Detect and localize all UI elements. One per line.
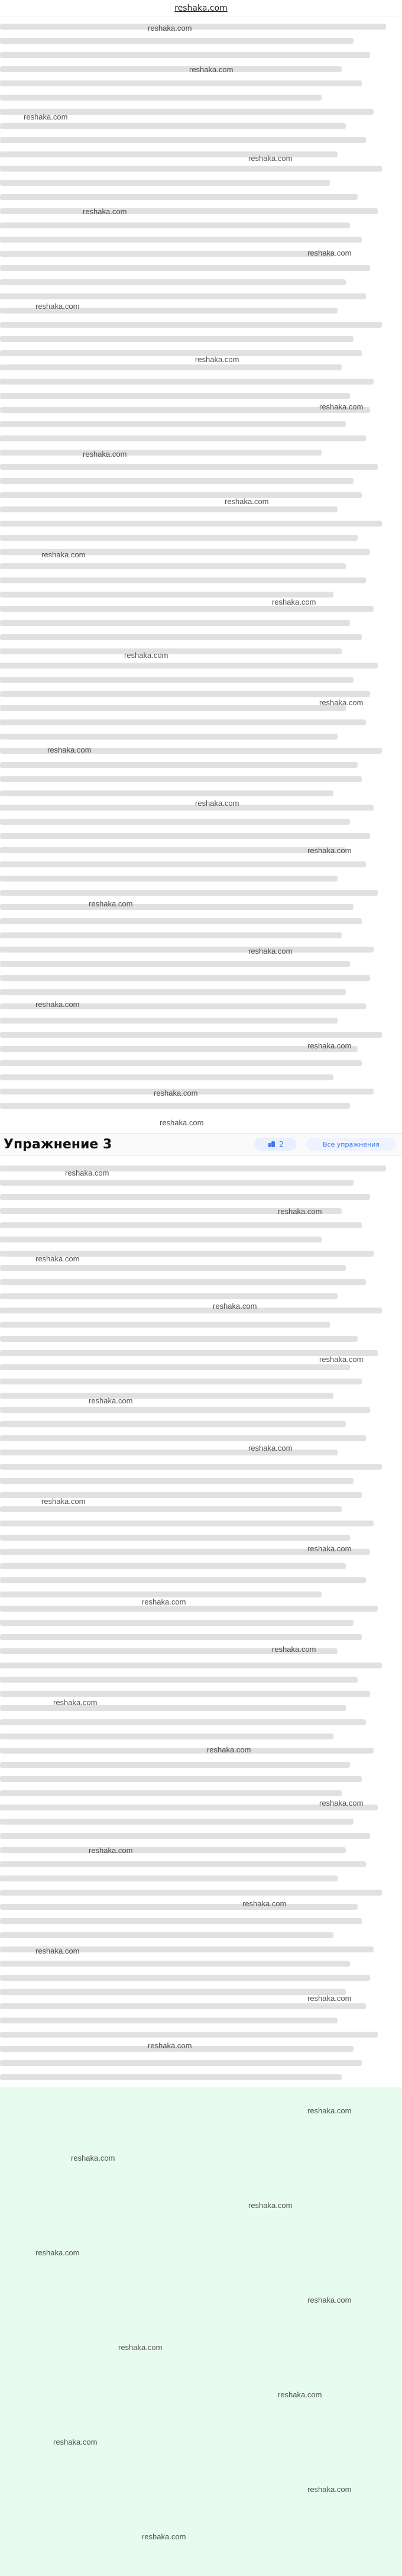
watermark: reshaka.com <box>35 1946 80 1955</box>
watermark: reshaka.com <box>248 947 293 955</box>
watermark: reshaka.com <box>83 207 127 216</box>
watermark: reshaka.com <box>307 1994 352 2003</box>
watermark: reshaka.com <box>24 112 68 121</box>
watermark: reshaka.com <box>307 2106 352 2115</box>
watermark: reshaka.com <box>41 1497 86 1506</box>
watermark: reshaka.com <box>319 402 364 411</box>
like-count: 2 <box>279 1140 284 1148</box>
watermark: reshaka.com <box>35 302 80 311</box>
watermark: reshaka.com <box>35 1000 80 1009</box>
watermark: reshaka.com <box>148 2041 192 2050</box>
watermark: reshaka.com <box>41 550 86 559</box>
watermark: reshaka.com <box>189 65 234 74</box>
site-link[interactable]: reshaka.com <box>174 4 228 13</box>
all-exercises-button[interactable]: Все упражнения <box>306 1138 396 1151</box>
watermark: reshaka.com <box>307 1041 352 1050</box>
exercise-bar <box>0 1133 402 1155</box>
watermark: reshaka.com <box>307 2296 352 2304</box>
watermark: reshaka.com <box>319 698 364 707</box>
exercise-title: Упражнение 3 <box>4 1137 112 1152</box>
watermark: reshaka.com <box>272 598 316 606</box>
watermark: reshaka.com <box>248 154 293 163</box>
watermark: reshaka.com <box>307 248 352 257</box>
like-button[interactable] <box>254 1138 297 1151</box>
watermark: reshaka.com <box>35 2248 80 2257</box>
watermark: reshaka.com <box>160 1118 204 1127</box>
watermark: reshaka.com <box>154 1089 198 1097</box>
thumbs-up-icon <box>267 1140 275 1148</box>
watermark: reshaka.com <box>118 2343 163 2352</box>
watermark: reshaka.com <box>142 2532 186 2541</box>
content-after-exercise <box>0 1166 402 2188</box>
watermark: reshaka.com <box>248 1444 293 1452</box>
watermark: reshaka.com <box>248 2201 293 2210</box>
watermark: reshaka.com <box>53 1698 98 1707</box>
watermark: reshaka.com <box>148 24 192 33</box>
watermark: reshaka.com <box>71 2154 115 2162</box>
watermark: reshaka.com <box>319 1799 364 1807</box>
watermark: reshaka.com <box>89 1396 133 1405</box>
highlighted-answer <box>0 2087 402 2576</box>
watermark: reshaka.com <box>47 745 92 754</box>
watermark: reshaka.com <box>278 2390 322 2399</box>
watermark: reshaka.com <box>272 1645 316 1654</box>
watermark: reshaka.com <box>142 1597 186 1606</box>
watermark: reshaka.com <box>307 2485 352 2494</box>
watermark: reshaka.com <box>195 355 239 364</box>
watermark: reshaka.com <box>35 1254 80 1263</box>
watermark: reshaka.com <box>124 651 168 660</box>
watermark: reshaka.com <box>65 1168 109 1177</box>
site-header <box>0 0 402 17</box>
watermark: reshaka.com <box>207 1745 251 1754</box>
watermark: reshaka.com <box>213 1302 257 1310</box>
watermark: reshaka.com <box>195 799 239 808</box>
watermark: reshaka.com <box>89 899 133 908</box>
watermark: reshaka.com <box>278 1207 322 1216</box>
watermark: reshaka.com <box>319 1355 364 1364</box>
watermark: reshaka.com <box>225 497 269 506</box>
content-before-exercise <box>0 24 402 1117</box>
watermark: reshaka.com <box>307 846 352 855</box>
watermark: reshaka.com <box>89 1846 133 1855</box>
watermark: reshaka.com <box>242 1899 287 1908</box>
watermark: reshaka.com <box>83 450 127 459</box>
watermark: reshaka.com <box>53 2438 98 2446</box>
watermark: reshaka.com <box>307 1544 352 1553</box>
